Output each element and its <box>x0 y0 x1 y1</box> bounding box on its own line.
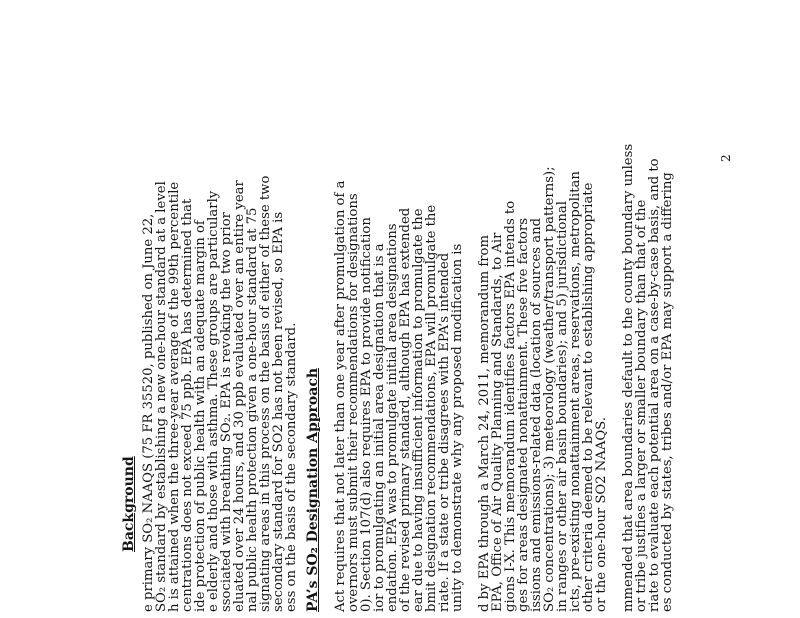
designation-line-1: Act requires that not later than one year after promulgation of a <box>333 180 348 612</box>
designation-line-4: ior to promulgating an initial area designation that is a <box>372 243 387 612</box>
designation-line-10: unity to demonstrate why any proposed modification is <box>450 243 465 612</box>
memo-line-8: icts, pre-existing nonattainment areas, reservations, metropolitan <box>568 171 583 612</box>
memo-line-1: d by EPA through a March 24, 2011, memorandum from <box>477 235 492 612</box>
page-number: 2 <box>719 154 733 162</box>
memo-line-5: issions and emissions-related data (location of sources and <box>529 217 544 612</box>
background-line-3: h is attained when the three-year average of the 99th percentile <box>167 181 182 612</box>
background-line-1: e primary SO₂ NAAQS (75 FR 35520, published on June 22, <box>141 213 156 612</box>
designation-line-6: of the revised primary standard, although EPA has extended <box>398 207 413 612</box>
designation-line-2: overnors must submit their recommendations for designations <box>346 193 361 612</box>
background-line-5: ide protection of public health with an adequate margin of <box>193 220 208 612</box>
memo-line-4: ges for areas designated nonattainment. These five factors <box>516 217 531 612</box>
designation-line-5: endation. EPA was to promulgate initial area designations <box>385 223 400 612</box>
designation-line-3: 0). Section 107(d) also requires EPA to provide notification <box>359 217 374 612</box>
memo-line-3: gions I-X. This memorandum identifies factors EPA intends to <box>503 200 518 612</box>
designation-line-7: ear due to having insufficient information to promulgate the <box>411 208 426 612</box>
designation-heading: PA’s SO₂ Designation Approach <box>305 367 321 612</box>
designation-line-9: riate. If a state or tribe disagrees with EPA’s intended <box>437 252 452 612</box>
boundary-line-3: riate to evaluate each potential area on a case-by-case basis, and to <box>647 158 662 612</box>
boundary-line-4: es conducted by states, tribes and/or EPA may support a differing <box>660 172 675 612</box>
background-heading: Background <box>121 456 137 552</box>
background-line-4: centrations does not exceed 75 ppb. EPA has determined that <box>180 198 195 612</box>
background-line-12: ess on the basis of the secondary standard. <box>284 322 299 612</box>
designation-line-8: bmit designation recommendations, EPA will promulgate the <box>424 204 439 612</box>
memo-line-2: EPA, Office of Air Quality Planning and Standards, to Air <box>490 232 505 612</box>
boundary-line-2: or tribe justifies a larger or smaller boundary than that of the <box>634 199 649 612</box>
memo-line-9: other criteria deemed to be relevant to establishing appropriate <box>581 182 596 612</box>
background-line-2: SO₂ standard by establishing a new one-hour standard at a level <box>154 181 169 612</box>
background-line-8: eluated over 24 hours, and 30 ppb evaluated over an entire year <box>232 180 247 612</box>
memo-line-10: or the one-hour SO2 NAAQS. <box>594 417 609 612</box>
background-line-7: ssociated with breathing SO₂. EPA is revoking the two prior <box>219 212 234 612</box>
memo-line-6: SO₂ concentrations); 3) meteorology (weather/transport patterns); <box>542 166 557 612</box>
background-line-11: secondary standard for SO2 has not been revised, so EPA is <box>271 211 286 612</box>
background-line-9: nal public health protection given a one-hour standard at 75 <box>245 207 260 612</box>
background-line-10: signating areas in this process on the basis of either of these two <box>258 175 273 612</box>
background-line-6: e elderly and those with asthma. These groups are particularly <box>206 190 221 612</box>
boundary-line-1: mmended that area boundaries default to the county boundary unless <box>621 143 636 612</box>
memo-line-7: in ranges or other air basin boundaries); and 5) jurisdictional <box>555 201 570 612</box>
